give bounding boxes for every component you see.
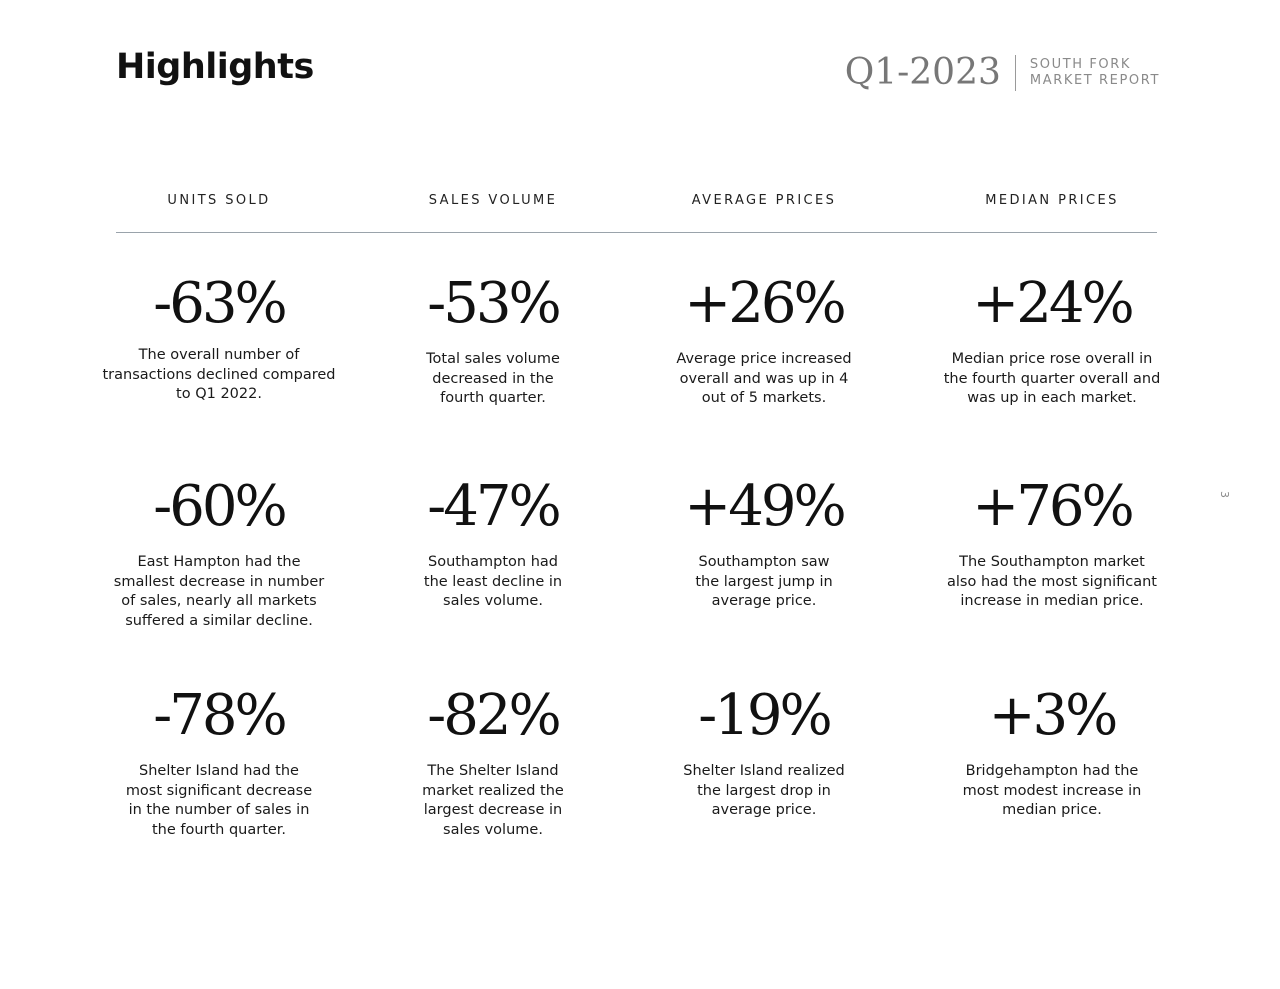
highlight-card [932, 683, 1172, 821]
highlight-stat: -53% [427, 271, 559, 336]
highlight-card [99, 683, 339, 840]
highlight-stat: +3% [988, 683, 1116, 748]
highlight-description: Total sales volume decreased in the fourth quarter. [426, 351, 560, 406]
report-period: Q1-2023 [844, 52, 1001, 93]
highlight-stat: -60% [153, 474, 285, 539]
report-name-line-1: SOUTH FORK [1029, 57, 1132, 72]
highlight-card [932, 271, 1172, 409]
report-brand [845, 50, 1160, 96]
report-name-line-2: MARKET REPORT [1029, 73, 1160, 88]
highlight-card [373, 683, 613, 840]
highlight-description: Bridgehampton had the most modest increase in median price. [962, 763, 1142, 818]
report-name [1030, 57, 1160, 89]
highlight-description: Southampton saw the largest jump in average price. [695, 554, 833, 609]
highlight-card [644, 683, 884, 821]
highlight-description: Southampton had the least decline in sales volume. [423, 554, 563, 609]
highlight-card [99, 271, 339, 405]
highlight-card [644, 271, 884, 409]
header-divider [116, 232, 1157, 233]
page-title: Highlights [116, 47, 314, 87]
highlight-card [932, 474, 1172, 612]
column-header-units-sold: UNITS SOLD [167, 193, 271, 208]
highlight-card [373, 474, 613, 612]
column-header-median-prices: MEDIAN PRICES [985, 193, 1119, 208]
highlight-stat: +76% [972, 474, 1132, 539]
highlight-description: The overall number of transactions declined compared to Q1 2022. [102, 347, 336, 402]
highlight-card [99, 474, 339, 631]
highlight-description: Shelter Island realized the largest drop in average price. [683, 763, 845, 818]
highlight-stat: -19% [698, 683, 830, 748]
highlight-stat: -82% [427, 683, 559, 748]
highlight-stat: +49% [684, 474, 844, 539]
highlight-description: The Southampton market also had the most significant increase in median price. [947, 554, 1157, 609]
column-header-average-prices: AVERAGE PRICES [691, 193, 837, 208]
highlight-stat: -63% [153, 271, 285, 336]
highlight-stat: +24% [972, 271, 1132, 336]
highlight-description: Average price increased overall and was up in 4 out of 5 markets. [676, 351, 852, 406]
brand-divider [1015, 55, 1016, 91]
column-header-sales-volume: SALES VOLUME [428, 193, 558, 208]
highlight-description: East Hampton had the smallest decrease in number of sales, nearly all markets suffered a similar decline. [113, 554, 325, 629]
page-number: 3 [1218, 491, 1231, 498]
highlight-card [373, 271, 613, 409]
highlight-description: Median price rose overall in the fourth quarter overall and was up in each market. [943, 351, 1161, 406]
highlight-stat: -47% [427, 474, 559, 539]
highlight-stat: +26% [684, 271, 844, 336]
highlight-description: Shelter Island had the most significant decrease in the number of sales in the fourth quarter. [125, 763, 313, 838]
highlight-card [644, 474, 884, 612]
highlight-stat: -78% [153, 683, 285, 748]
highlight-description: The Shelter Island market realized the largest decrease in sales volume. [422, 763, 564, 838]
